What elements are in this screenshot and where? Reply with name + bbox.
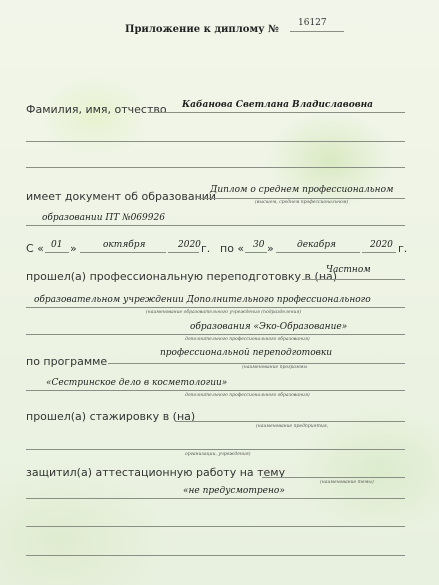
program-line-2 bbox=[26, 390, 405, 391]
education-doc-caption: (высшем, среднем профессиональном) bbox=[255, 200, 349, 205]
thesis-caption: (наименование темы) bbox=[320, 480, 374, 485]
thesis-line-3 bbox=[26, 526, 405, 527]
program-value-1: профессиональной переподготовки bbox=[160, 348, 333, 358]
internship-label: прошел(а) стажировку в (на) bbox=[26, 410, 196, 423]
period-to-label: по « bbox=[220, 242, 245, 255]
period-to-year: 2020 bbox=[370, 240, 393, 250]
internship-line-1 bbox=[176, 421, 405, 422]
period-from-day: 01 bbox=[51, 240, 63, 250]
fio-value: Кабанова Светлана Владиславовна bbox=[182, 100, 373, 110]
internship-caption-2: организации, учреждения) bbox=[185, 452, 251, 457]
program-value-2: «Сестринское дело в косметологии» bbox=[46, 378, 228, 388]
thesis-label: защитил(а) аттестационную работу на тему bbox=[26, 466, 286, 479]
program-line-1 bbox=[108, 363, 405, 364]
to-year-line bbox=[362, 252, 396, 253]
program-caption-1: (наименование программы bbox=[242, 365, 308, 370]
education-doc-value-2: образовании ПТ №069926 bbox=[42, 213, 165, 223]
org-line-3 bbox=[26, 334, 405, 335]
education-doc-line-2 bbox=[26, 225, 405, 226]
period-to-month: декабря bbox=[297, 240, 336, 250]
to-day-line bbox=[245, 252, 267, 253]
fio-line-1 bbox=[148, 112, 405, 113]
period-from-label: С « bbox=[26, 242, 44, 255]
org-value-2: образовательном учреждении Дополнительного профессионального bbox=[34, 295, 371, 305]
thesis-line-4 bbox=[26, 555, 405, 556]
thesis-line-2 bbox=[26, 498, 405, 499]
program-label: по программе bbox=[26, 355, 108, 368]
fio-label: Фамилия, имя, отчество bbox=[26, 103, 167, 116]
thesis-value: «не предусмотрено» bbox=[183, 486, 285, 496]
education-doc-value-1: Диплом о среднем профессиональном bbox=[210, 185, 394, 195]
from-year-line bbox=[168, 252, 199, 253]
diploma-number: 16127 bbox=[298, 18, 327, 28]
org-line-2 bbox=[26, 307, 405, 308]
retraining-label: прошел(а) профессиональную переподготовку в (на) bbox=[26, 270, 338, 283]
org-value-3: образования «Эко-Образование» bbox=[190, 322, 348, 332]
period-from-year-suffix: г. bbox=[201, 242, 211, 255]
fio-line-2 bbox=[26, 141, 405, 142]
org-value-1: Частном bbox=[326, 265, 371, 275]
number-underline bbox=[290, 31, 344, 32]
org-line-1 bbox=[302, 279, 405, 280]
period-to-day: 30 bbox=[253, 240, 265, 250]
thesis-line-1 bbox=[262, 477, 405, 478]
from-month-line bbox=[80, 252, 166, 253]
period-from-year: 2020 bbox=[178, 240, 201, 250]
from-day-line bbox=[45, 252, 69, 253]
to-month-line bbox=[276, 252, 360, 253]
period-from-month: октября bbox=[103, 240, 146, 250]
internship-caption-1: (наименование предприятия, bbox=[256, 424, 329, 429]
supplement-title: Приложение к диплому № bbox=[125, 24, 279, 35]
program-caption-2: дополнительного профессионального образования) bbox=[185, 393, 310, 398]
fio-line-3 bbox=[26, 167, 405, 168]
org-caption-1: (наименование образовательного учреждения (подразделения) bbox=[146, 310, 302, 315]
period-from-close-quote: » bbox=[70, 242, 77, 255]
period-to-close-quote: » bbox=[267, 242, 274, 255]
internship-line-2 bbox=[26, 449, 405, 450]
period-to-year-suffix: г. bbox=[398, 242, 408, 255]
org-caption-2: дополнительного профессионального образования) bbox=[185, 337, 310, 342]
education-doc-label: имеет документ об образовании bbox=[26, 190, 217, 203]
education-doc-line-1 bbox=[198, 198, 405, 199]
